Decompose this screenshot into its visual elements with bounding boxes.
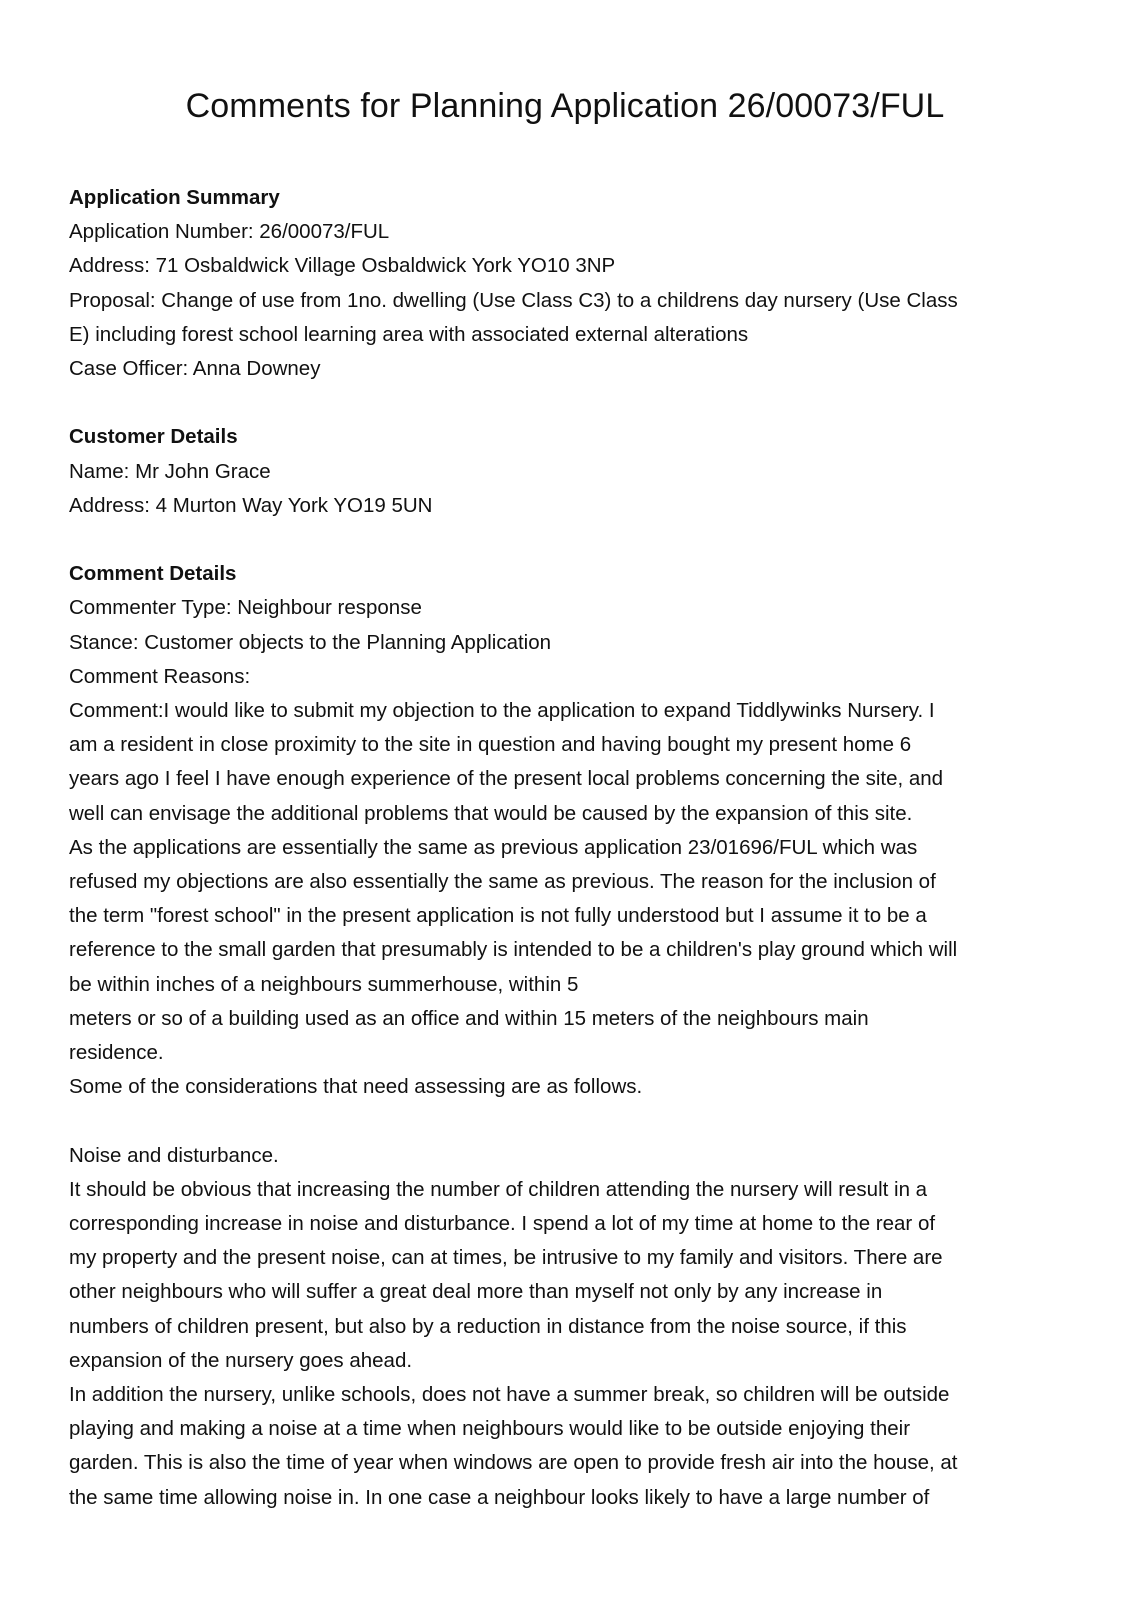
section-spacer [69, 523, 1064, 557]
noise-text-line: my property and the present noise, can at times, be intrusive to my family and visitors. There are [69, 1246, 943, 1270]
noise-text-line: numbers of children present, but also by a reduction in distance from the noise source, if this [69, 1314, 907, 1338]
comment-reasons: Comment Reasons: [69, 664, 251, 688]
noise-text-line: other neighbours who will suffer a great deal more than myself not only by any increase in [69, 1280, 883, 1304]
commenter-type: Commenter Type: Neighbour response [69, 596, 422, 620]
noise-text-line: It should be obvious that increasing the number of children attending the nursery will result in a [69, 1177, 928, 1201]
noise-heading: Noise and disturbance. [69, 1143, 279, 1167]
application-summary-section [69, 181, 1064, 386]
comment-details-heading: Comment Details [69, 562, 237, 586]
noise-text-line: In addition the nursery, unlike schools, does not have a summer break, so children will be outside [69, 1383, 950, 1407]
stance: Stance: Customer objects to the Planning Application [69, 630, 552, 654]
noise-text-line: garden. This is also the time of year when windows are open to provide fresh air into the house, at [69, 1451, 958, 1475]
proposal-line-2: E) including forest school learning area with associated external alterations [69, 322, 749, 346]
comment-text-line: well can envisage the additional problems that would be caused by the expansion of this site. [69, 801, 913, 825]
noise-text-line: the same time allowing noise in. In one case a neighbour looks likely to have a large number of [69, 1485, 930, 1509]
noise-text-line: playing and making a noise at a time when neighbours would like to be outside enjoying their [69, 1417, 911, 1441]
comment-text-line: am a resident in close proximity to the site in question and having bought my present home 6 [69, 733, 912, 757]
comment-text-line: reference to the small garden that presumably is intended to be a children's play ground which will [69, 938, 958, 962]
comment-text-line: Some of the considerations that need assessing are as follows. [69, 1075, 643, 1099]
document-body [69, 181, 1064, 1515]
comment-text-line: As the applications are essentially the same as previous application 23/01696/FUL which was [69, 835, 918, 859]
comment-text-line: residence. [69, 1041, 164, 1065]
page-title: Comments for Planning Application 26/00073/FUL [185, 87, 945, 125]
comment-text-line: refused my objections are also essentially the same as previous. The reason for the inclusion of [69, 870, 936, 894]
proposal-line-1: Proposal: Change of use from 1no. dwelling (Use Class C3) to a childrens day nursery (Use Class [69, 288, 958, 312]
comment-text-line: the term "forest school" in the present application is not fully understood but I assume it to be a [69, 904, 927, 928]
case-officer: Case Officer: Anna Downey [69, 357, 321, 381]
application-address: Address: 71 Osbaldwick Village Osbaldwick York YO10 3NP [69, 254, 616, 278]
noise-text-line: corresponding increase in noise and disturbance. I spend a lot of my time at home to the rear of [69, 1212, 936, 1236]
comment-text-line: meters or so of a building used as an office and within 15 meters of the neighbours main [69, 1006, 869, 1030]
comment-text-line: Comment:I would like to submit my objection to the application to expand Tiddlywinks Nursery. I [69, 699, 935, 723]
comment-details-section [69, 557, 1064, 1515]
customer-details-heading: Customer Details [69, 425, 238, 449]
customer-details-section [69, 420, 1064, 523]
section-spacer [69, 386, 1064, 420]
application-number: Application Number: 26/00073/FUL [69, 220, 390, 244]
noise-text-line: expansion of the nursery goes ahead. [69, 1348, 413, 1372]
comment-text-line: years ago I feel I have enough experience of the present local problems concerning the site, and [69, 767, 944, 791]
customer-name: Name: Mr John Grace [69, 459, 271, 483]
customer-address: Address: 4 Murton Way York YO19 5UN [69, 493, 433, 517]
comment-text-line: be within inches of a neighbours summerhouse, within 5 [69, 972, 579, 996]
application-summary-heading: Application Summary [69, 186, 280, 209]
paragraph-spacer [69, 1104, 1064, 1138]
